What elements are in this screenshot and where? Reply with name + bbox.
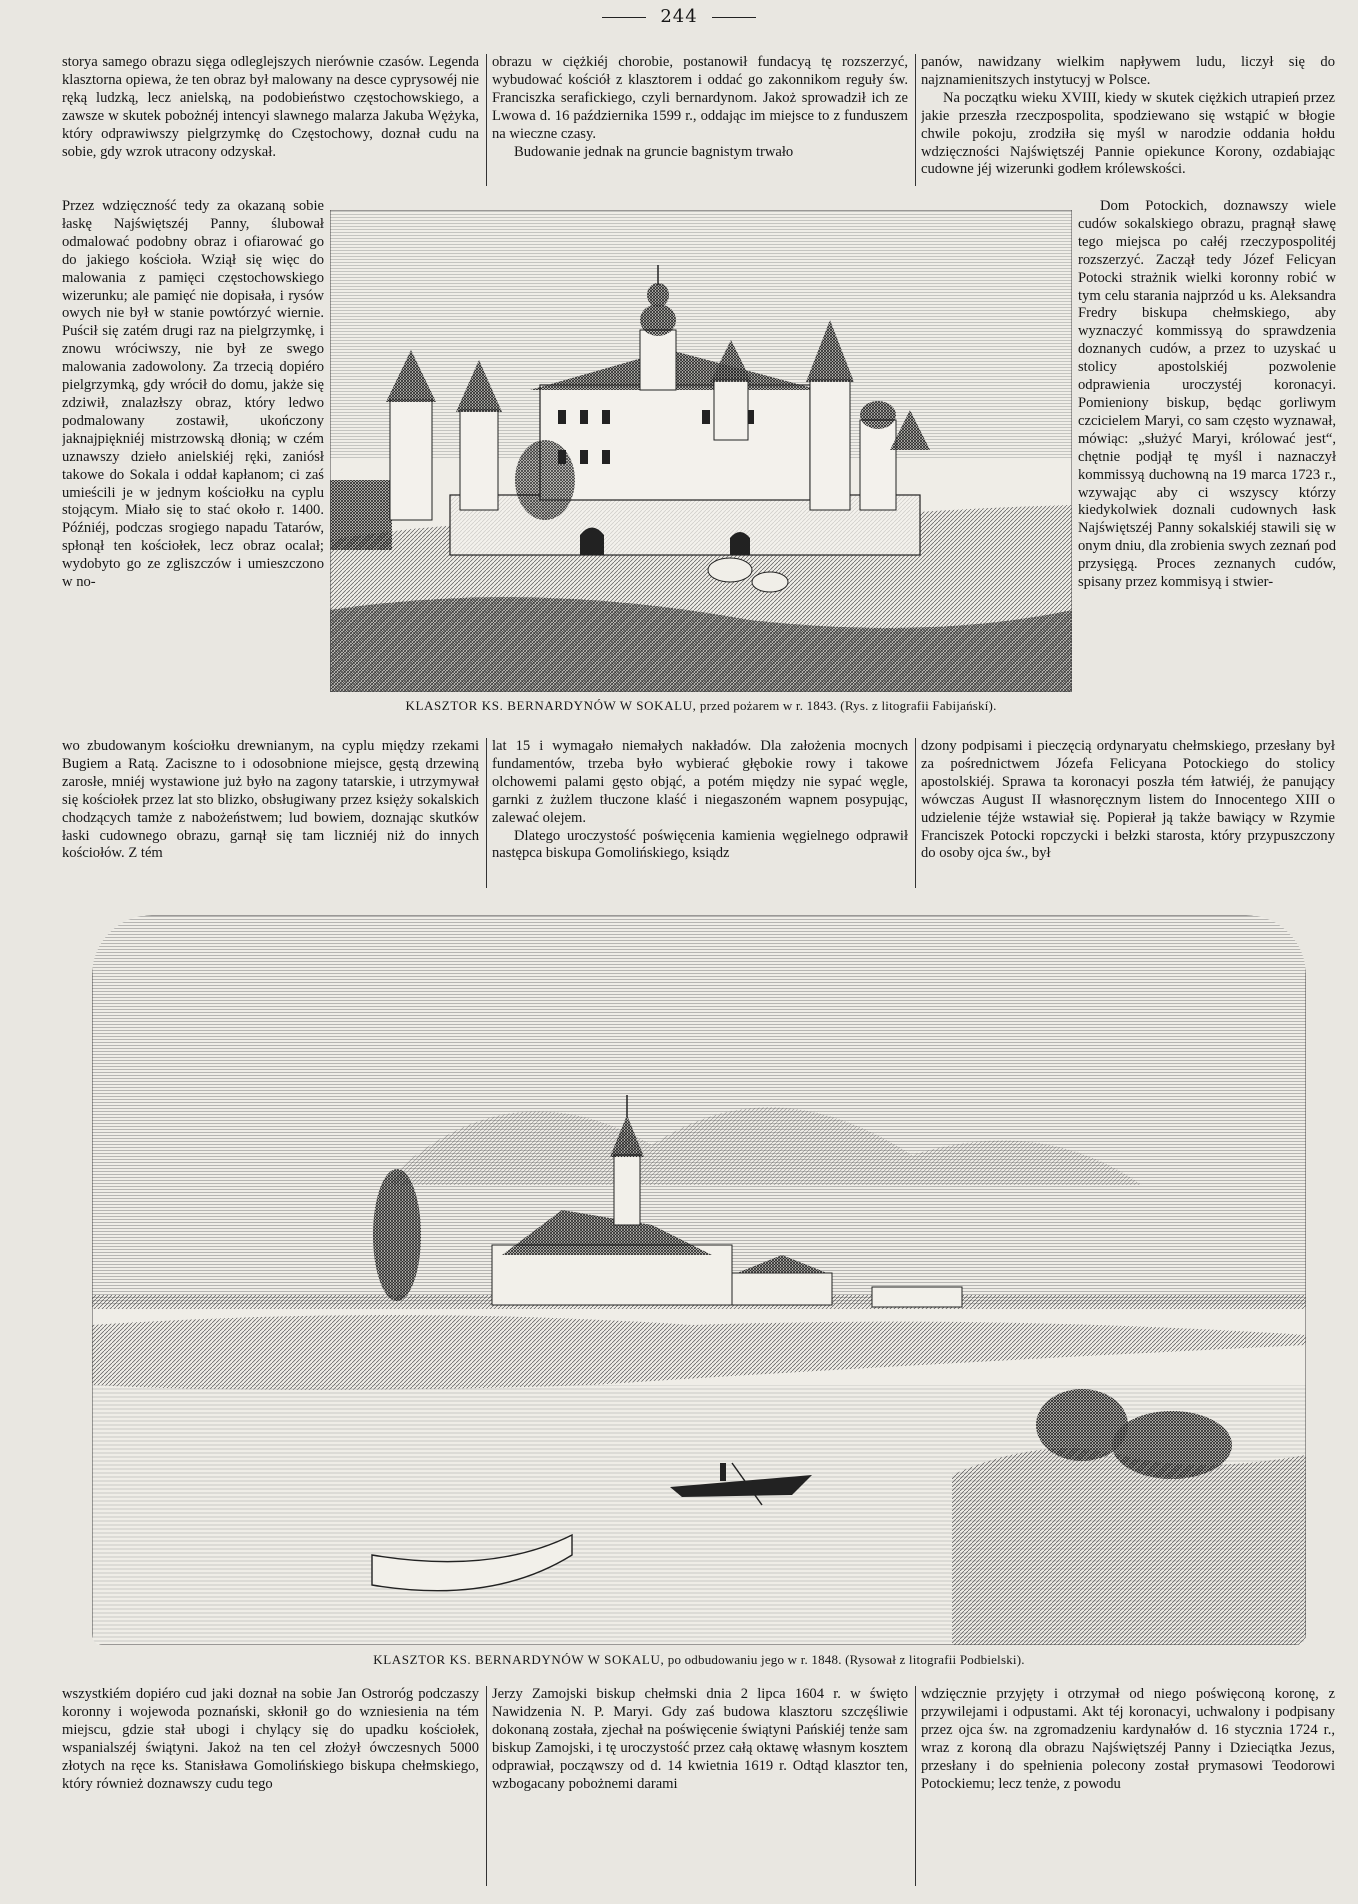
paragraph: Na początku wieku XVIII, kiedy w skutek ciężkich utrapień przez jakie przeszła rzeczpospolita, spodziewano się wstąpić w błogie chwile pokoju, zrodziła się myśl w narodzie oddania hołdu wdzięczności Najświętszéj Pannie opiekunce Korony, ozdabiając cudowne jéj wizerunki godłem królewskości. <box>921 89 1335 178</box>
engraving-monastery-before-fire <box>330 210 1072 692</box>
text-column <box>1078 198 1336 738</box>
engraving-monastery-rebuilt <box>92 915 1306 1645</box>
column-rule <box>486 1686 487 1886</box>
paragraph: wdzięcznie przyjęty i otrzymał od niego poświęconą koronę, z przywilejami i odpustami. Akt téj koronacyi, uchwalony i podpisany przez ojca św. na zgromadzeniu kardynałów d. 16 stycznia 1724 r., wraz z koroną dla obrazu Najświętszéj Panny i Dzieciątka Jezus, przesłany i do spełnienia polecony został prymasowi Teodorowi Potockiemu; lecz tenże, z powodu <box>921 1686 1335 1792</box>
text-column <box>921 738 1335 898</box>
paragraph: Dom Potockich, doznawszy wiele cudów sokalskiego obrazu, pragnął sławę tego miejsca po całéj rzeczypospolitéj rozszerzyć. Zaczął tedy Józef Felicyan Potocki strażnik wielki koronny robić w tym celu starania najprzód u ks. Aleksandra Fredry biskupa chełmskiego, aby wyznaczyć kommissyą do sprawdzenia doznanych cudów, a przez to uzyskać u stolicy apostolskiéj pozwolenie odprawienia uroczystéj koronacyi. Pomieniony biskup, będąc gorliwym czcicielem Maryi, co sam często wyznawał, mówiąc: „służyć Maryi, królować jest“, chętnie podjął tę myśl i naznaczył kommissyą duchowną na 19 marca 1723 r., wzywając aby ci wszyscy którzy kiedykolwiek doznali cudownych łask Najświętszéj Panny sokalskiéj stawili się w onym dniu, dla zrobienia swych zeznań pod przysięgą. Proces zeznanych cudów, spisany przez kommisyą i stwier- <box>1078 198 1336 591</box>
paragraph: Budowanie jednak na gruncie bagnistym trwało <box>514 143 794 160</box>
paragraph: Dlatego uroczystość poświęcenia kamienia węgielnego odprawił następca biskupa Gomolińskiego, ksiądz <box>492 827 908 862</box>
paragraph: Przez wdzięczność tedy za okazaną sobie łaskę Najświętszéj Panny, ślubował odmalować podobny obraz i ofiarować go do jakiego kościoła. Wziął się więc do malowania z pamięci częstochowskiego wizerunku; ale pamięć nie dopisała, i rysów owych nie był w stanie powtórzyć wiernie. Puścił się zatém drugi raz na pielgrzymkę, i znowu wróciwszy, nie był ze swego malowania zadowolony. Za trzecią dopiéro pielgrzymką, gdy wrócił do domu, jakże się zdziwił, znalazłszy obraz, który ledwo podmalowany zostawił, ukończony jaknajpiękniéj mistrzowską dłonią; w czém uznawszy dzieło anielskiéj ręki, zaniósł takowe do Sokala i oddał kapłanom; ci zaś umieścili je w jednym kościołku na cyplu stojącym. Miało się to stać około r. 1400. Późniéj, podczas srogiego napadu Tatarów, spłonął ten kościołek, lecz obraz ocalał; wydobyto go ze zgliszczów i umieszczono w no- <box>62 198 324 591</box>
text-column <box>62 54 479 196</box>
paragraph: wszystkiém dopiéro cud jaki doznał na sobie Jan Ostroróg podczaszy koronny i wojewoda poznański, skłonił go do wzniesienia na tém miejscu, gdzie stał ubogi i chylący się do upadku kościołek, wspanialszéj świątyni. Jakoż na ten cel złożył ówczesnych 5000 złotych na ręce ks. Stanisława Gomolińskiego biskupa chełmskiego, który również doznawszy cudu tego <box>62 1686 479 1792</box>
paragraph: Jerzy Zamojski biskup chełmski dnia 2 lipca 1604 r. w święto Nawidzenia N. P. Maryi. Gdy zaś budowa klasztoru szczęśliwie dokonaną została, zjechał na poświęcenie świątyni Pańskiéj tenże sam biskup Zamojski, i tę uroczystość przez całą oktawę własnym kosztem odprawiał, począwszy od d. 14 kwietnia 1619 r. Odtąd klasztor ten, wzbogacany pobożnemi darami <box>492 1686 908 1792</box>
caption-engraving-1: KLASZTOR KS. BERNARDYNÓW W SOKALU, przed pożarem w r. 1843. (Rys. z litografii Fabijańskí). <box>405 698 997 713</box>
column-rule <box>915 738 916 888</box>
text-column <box>62 198 324 738</box>
column-rule <box>915 54 916 186</box>
caption-engraving-2: KLASZTOR KS. BERNARDYNÓW W SOKALU, po odbudowaniu jego w r. 1848. (Rysował z litografii Podbielski). <box>373 1652 1025 1667</box>
column-rule <box>486 738 487 888</box>
text-column <box>62 1686 479 1896</box>
paragraph: dzony podpisami i pieczęcią ordynaryatu chełmskiego, przesłany był za pośrednictwem Józefa Felicyana Potockiego do stolicy apostolskiéj. Sprawa ta koronacyi poszła tém łatwiéj, że panujący wówczas August II własnoręcznym listem do Innocentego XIII o udzielenie téjże wstawiał się. Popierał ją także bawiący w Rzymie Franciszek Potocki ropczycki i bełzki starosta, który przypuszczony do osoby ojca św., był <box>921 738 1335 862</box>
paragraph: obrazu w ciężkiéj chorobie, postanowił fundacyą tę rozszerzyć, wybudować kościół z klasztorem i oddać go zakonnikom reguły św. Franciszka serafickiego, czyli bernardynom. Jakoż sprowadził ich ze Lwowa d. 16 października 1599 r., oddając im miejsce to z funduszem na wieczne czasy. <box>492 54 908 142</box>
text-column <box>492 1686 908 1896</box>
paragraph: panów, nawidzany wielkim napływem ludu, liczył się do najznamienitszych instytucyj w Polsce. <box>921 54 1335 88</box>
paragraph: storya samego obrazu sięga odleglejszych nierównie czasów. Legenda klasztorna opiewa, że ten obraz był malowany na desce cyprysowéj nie ręką ludzką, lecz anielską, na podobieństwo częstochowskiego, a zawsze w skutek pobożnéj intencyi slawnego malarza Jakuba Wężyka, który odprawiwszy pielgrzymkę do Częstochowy, doznał cudu na sobie, gdy wzrok utracony odzyskał. <box>62 54 479 160</box>
text-column <box>492 54 908 196</box>
text-column <box>921 54 1335 198</box>
text-column <box>921 1686 1335 1896</box>
text-column <box>62 738 479 898</box>
column-rule <box>915 1686 916 1886</box>
column-rule <box>486 54 487 186</box>
page-number: 244 <box>0 6 1358 27</box>
paragraph: lat 15 i wymagało niemałych nakładów. Dla założenia mocnych fundamentów, trzeba było wybierać głębokie rowy i takowe olchowemi palami gęsto objąć, a potém między nie sypać węgle, garnki z żużlem tłuczone klaść i niegaszoném wapnem posypując, zalewać olejem. <box>492 738 908 826</box>
text-column <box>492 738 908 898</box>
paragraph: wo zbudowanym kościołku drewnianym, na cyplu między rzekami Bugiem a Ratą. Zaciszne to i odosobnione miejsce, gęstą drzewiną zarosłe, mniéj wystawione już było na zagony tatarskie, i utrzymywał się kościołek przez lat sto blizko, obsługiwany przez księży sokalskich chodzących tamże z nabożeństwem; lud bowiem, doznając skutków łaski cudownego obrazu, garnął się tam liczniéj niż do innych kościołów. Z tém <box>62 738 479 862</box>
